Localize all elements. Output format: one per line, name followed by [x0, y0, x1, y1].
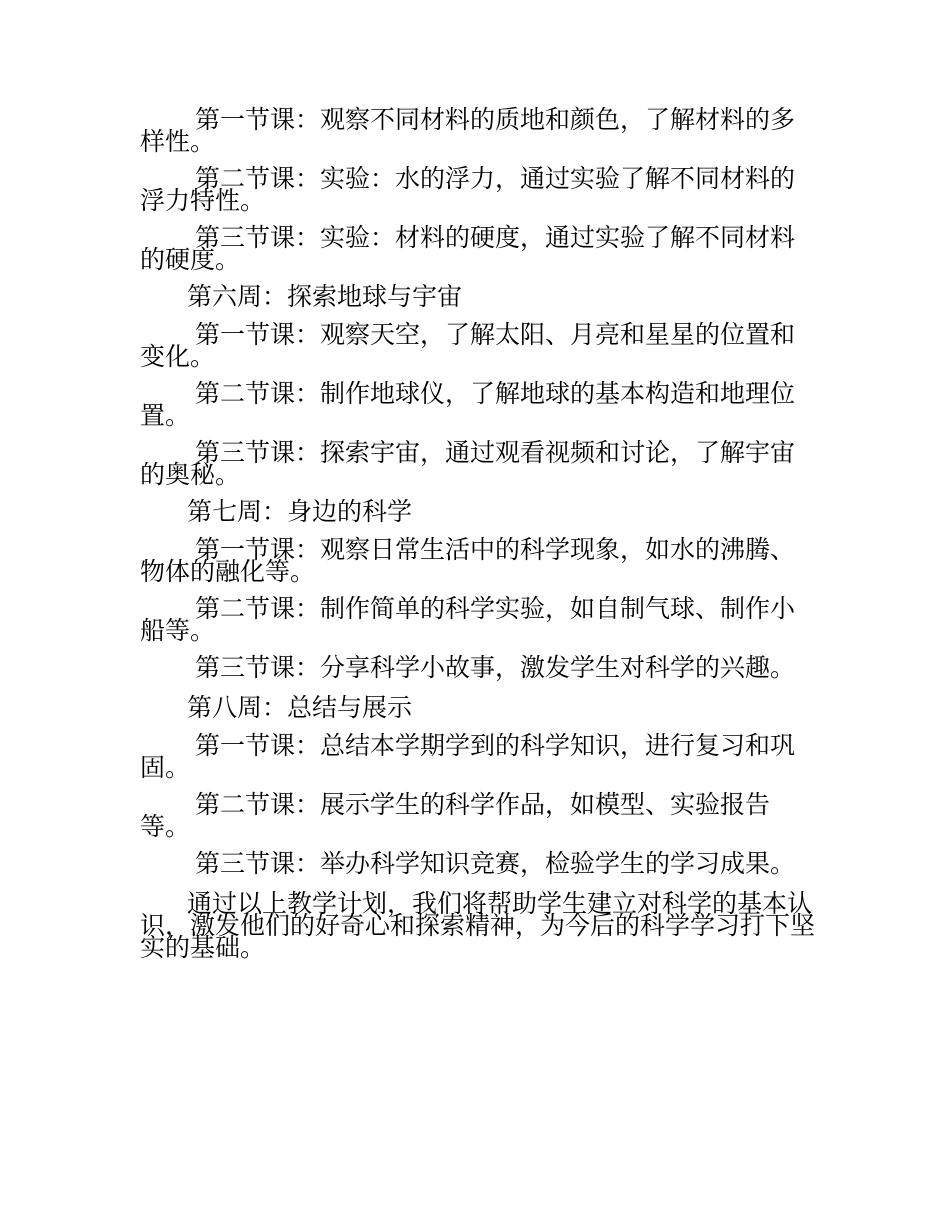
closing-text-continuation: 识，激发他们的好奇心和探索精神，为今后的科学学习打下坚: [140, 911, 816, 940]
lesson-text-line: 第三节课：实验：材料的硬度，通过实验了解不同材料: [195, 223, 796, 252]
week-heading-text: 第六周：探索地球与宇宙: [187, 282, 463, 311]
closing-text-line: 通过以上教学计划，我们将帮助学生建立对科学的基本认: [187, 889, 813, 918]
week-heading-text: 第八周：总结与展示: [187, 693, 413, 722]
lesson-paragraph: [140, 848, 820, 879]
lesson-text-continuation: 样性。: [140, 127, 216, 156]
lesson-paragraph: [140, 104, 820, 157]
lesson-text-line: 第二节课：实验：水的浮力，通过实验了解不同材料的: [195, 164, 796, 193]
lesson-paragraph: [140, 534, 820, 587]
lesson-paragraph: [140, 652, 820, 683]
week-heading-text: 第七周：身边的科学: [187, 497, 413, 526]
lesson-paragraph: [140, 222, 820, 275]
lesson-paragraph: [140, 437, 820, 490]
lesson-text-line: 第二节课：展示学生的科学作品，如模型、实验报告: [195, 790, 771, 819]
lesson-text-line: 第二节课：制作简单的科学实验，如自制气球、制作小: [195, 594, 796, 623]
lesson-text-continuation: 船等。: [140, 616, 216, 645]
lesson-paragraph: [140, 593, 820, 646]
lesson-paragraph: [140, 730, 820, 783]
lesson-text-continuation: 的硬度。: [140, 245, 241, 274]
lesson-text-continuation: 等。: [140, 812, 191, 841]
lesson-paragraph: [140, 378, 820, 431]
lesson-paragraph: [140, 789, 820, 842]
week-heading: [140, 692, 820, 723]
lesson-text-continuation: 置。: [140, 401, 191, 430]
lesson-text-line: 第一节课：总结本学期学到的科学知识，进行复习和巩: [195, 731, 796, 760]
closing-text-continuation: 实的基础。: [140, 933, 266, 962]
lesson-text-line: 第三节课：分享科学小故事，激发学生对科学的兴趣。: [195, 653, 796, 682]
lesson-text-continuation: 物体的融化等。: [140, 557, 316, 586]
lesson-text-line: 第一节课：观察天空，了解太阳、月亮和星星的位置和: [195, 320, 796, 349]
lesson-text-line: 第三节课：举办科学知识竞赛，检验学生的学习成果。: [195, 849, 796, 878]
lesson-text-continuation: 浮力特性。: [140, 186, 266, 215]
lesson-text-line: 第二节课：制作地球仪，了解地球的基本构造和地理位: [195, 379, 796, 408]
week-heading: [140, 496, 820, 527]
lesson-text-continuation: 固。: [140, 753, 191, 782]
closing-paragraph: [140, 888, 820, 963]
week-heading: [140, 281, 820, 312]
lesson-text-line: 第三节课：探索宇宙，通过观看视频和讨论，了解宇宙: [195, 438, 796, 467]
lesson-text-continuation: 变化。: [140, 342, 216, 371]
lesson-text-line: 第一节课：观察日常生活中的科学现象，如水的沸腾、: [195, 535, 796, 564]
lesson-text-line: 第一节课：观察不同材料的质地和颜色，了解材料的多: [195, 105, 796, 134]
lesson-paragraph: [140, 163, 820, 216]
lesson-paragraph: [140, 319, 820, 372]
lesson-text-continuation: 的奥秘。: [140, 460, 241, 489]
document-body: [140, 104, 820, 963]
